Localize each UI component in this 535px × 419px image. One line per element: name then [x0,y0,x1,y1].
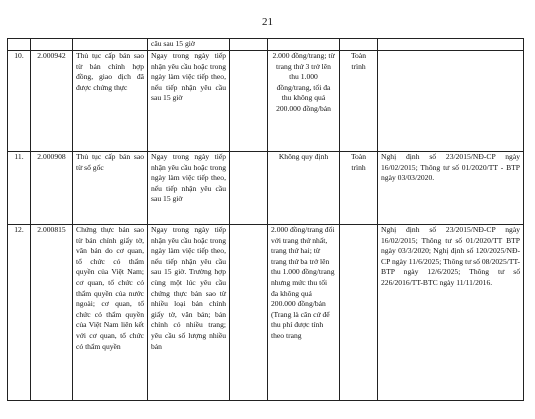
fee: 2.000 đồng/trang; từ trang thứ 3 trở lên thu 1.000 đồng/trang, tối đa thu không quá 200.000 đồng/bản [268,51,340,152]
fee-cell [268,39,340,51]
procedure-name: Chứng thực bản sao từ bản chính giấy tờ, văn bản do cơ quan, tổ chức có thẩm quyền của Việt Nam; cơ quan, tổ chức có thẩm quyền của nước ngoài; cơ quan, tổ chức có thẩm quyền của Việt Nam liên kết với cơ quan, tổ chức có thẩm quyền [73,225,148,401]
table-row [8,225,524,401]
agency-cell [340,39,378,51]
row-number: 11. [8,152,31,225]
procedure-code: 2.000908 [31,152,73,225]
table-row [8,51,524,152]
code-cell [31,39,73,51]
blank-cell [230,39,268,51]
procedure-code: 2.000815 [31,225,73,401]
processing-time: Ngay trong ngày tiếp nhận yêu cầu hoặc trong ngày làm việc tiếp theo, nếu tiếp nhận yêu cầu sau 15 giờ [148,152,230,225]
processing-time: Ngay trong ngày tiếp nhận yêu cầu hoặc trong ngày làm việc tiếp theo, nếu tiếp nhận yêu cầu sau 15 giờ. Trường hợp cùng một lúc yêu cầu chứng thực bản sao từ nhiều loại bản chính giấy tờ, văn bản; bản chính có nhiều trang; yêu cầu số lượng nhiều bản [148,225,230,401]
blank-cell [230,51,268,152]
legal-basis [378,51,524,152]
legal-basis: Nghị định số 23/2015/NĐ-CP ngày 16/02/2015; Thông tư số 01/2020/TT BTP ngày 03/3/2020; Nghị định số 120/2025/NĐ-CP ngày 11/6/2025; Thông tư số 08/2025/TT-BTP ngày 12/6/2025; Thông tư số 226/2016/TT-BTC ngày 11/11/2016. [378,225,524,401]
row-number: 10. [8,51,31,152]
table-row [8,152,524,225]
blank-cell [230,225,268,401]
processing-time: Ngay trong ngày tiếp nhận yêu cầu hoặc trong ngày làm việc tiếp theo, nếu tiếp nhận yêu cầu sau 15 giờ [148,51,230,152]
page-number: 21 [262,16,273,28]
service-level: Toàn trình [340,51,378,152]
service-level: Toàn trình [340,152,378,225]
blank-cell [230,152,268,225]
service-level [340,225,378,401]
procedure-name: Thủ tục cấp bản sao từ sổ gốc [73,152,148,225]
basis-cell [378,39,524,51]
table-row-continuation [8,39,524,51]
name-cell [73,39,148,51]
procedure-code: 2.000942 [31,51,73,152]
procedures-table [7,38,524,401]
time-cell: câu sau 15 giờ [148,39,230,51]
row-number: 12. [8,225,31,401]
procedure-name: Thủ tục cấp bản sao từ bản chính hợp đồng, giao dịch đã được chứng thực [73,51,148,152]
no-cell [8,39,31,51]
fee: Không quy định [268,152,340,225]
fee: 2.000 đồng/trang đối với trang thứ nhất, trang thứ hai; từ trang thứ ba trở lên thu 1.000 đồng/trang nhưng mức thu tối đa không quá 200.000 đồng/bản (Trang là căn cứ để thu phí được tính theo trang [268,225,340,401]
legal-basis: Nghị định số 23/2015/NĐ-CP ngày 16/02/2015; Thông tư số 01/2020/TT - BTP ngày 03/03/2020. [378,152,524,225]
